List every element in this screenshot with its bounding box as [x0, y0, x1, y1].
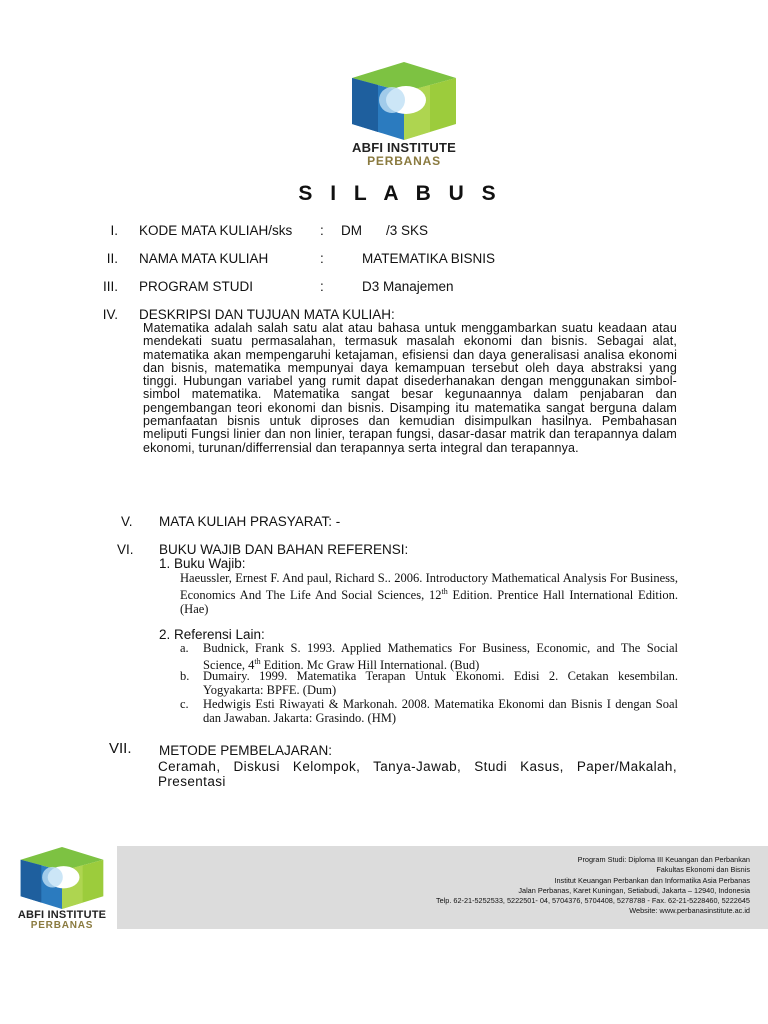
section-4-number: IV. [102, 307, 118, 322]
section-1-value-sks: /3 SKS [386, 223, 429, 238]
footer-line-program: Program Studi: Diploma III Keuangan dan Perbankan [577, 855, 750, 864]
section-3-label: PROGRAM STUDI [139, 279, 254, 294]
reference-a: Budnick, Frank S. 1993. Applied Mathematics For Business, Economic, and The Social Science, 4th Edition. Mc Graw Hill International. (Bud) [203, 641, 678, 673]
section-1-colon: : [320, 223, 324, 238]
logo-subname: PERBANAS [367, 154, 441, 168]
section-4-heading: DESKRIPSI DAN TUJUAN MATA KULIAH: [139, 307, 395, 322]
footer-line-faculty: Fakultas Ekonomi dan Bisnis [656, 865, 750, 875]
reference-c-letter: c. [180, 697, 189, 711]
section-5-heading: MATA KULIAH PRASYARAT: - [159, 514, 341, 529]
footer-logo-name: ABFI INSTITUTE [17, 909, 107, 921]
section-2-value: MATEMATIKA BISNIS [362, 251, 496, 266]
section-6-heading: BUKU WAJIB DAN BAHAN REFERENSI: [159, 542, 409, 557]
footer-logo [16, 847, 108, 931]
section-1-number: I. [110, 223, 118, 238]
footer-line-phone: Telp. 62-21-5252533, 5222501- 04, 5704376, 5704408, 5278788 - Fax. 62-21-5228460, 5222645 [435, 896, 750, 906]
section-2-colon: : [320, 251, 324, 266]
section-5-number: V. [121, 514, 133, 529]
cube-logo-icon [352, 62, 456, 140]
reference-b: Dumairy. 1999. Matematika Terapan Untuk Ekonomi. Edisi 2. Cetakan kesembilan. Yogyakarta: BPFE. (Dum) [203, 669, 678, 697]
reference-b-letter: b. [180, 669, 190, 683]
footer-line-institute: Institut Keuangan Perbankan dan Informatika Asia Perbanas [554, 875, 750, 885]
page-title: S I L A B U S [298, 182, 502, 205]
required-book-entry: Haeussler, Ernest F. And paul, Richard S.. 2006. Introductory Mathematical Analysis For Business, Economics And The Life And Social Sciences, 12th Edition. Prentice Hall International Edition. (Hae) [180, 571, 678, 617]
section-7-heading: METODE PEMBELAJARAN: [159, 743, 333, 758]
footer-cube-logo-icon [20, 847, 104, 909]
section-4-description: Matematika adalah salah satu alat atau bahasa untuk menggambarkan suatu keadaan atau mendekati suatu permasalahan, termasuk masalah ekonomi dan bisnis. Sebagai alat, matematika akan mempengaruhi ketajaman, efisiensi dan daya generalisasi analisa ekonomi dan bisnis, matematika mempunyai daya kemampuan tersebut oleh daya abstraksi yang tinggi. Hubungan variabel yang rumit dapat disederhanakan dengan menggunakan simbol-simbol matematika. Matematika sangat besar kegunaannya dalam penjabaran dan pengembangan teori ekonomi dan bisnis. Disamping itu matematika sangat berguna dalam pemanfaatan bisnis untuk diproses dan kemudian disimpulkan hasilnya. Pembahasan meliputi Fungsi linier dan non linier, terapan fungsi, dasar-dasar matrik dan terapannya dalam ekonomi, turunan/differrensial dan terapannya serta integral dan terapannya. [143, 321, 677, 455]
section-6-number: VI. [117, 542, 134, 557]
section-7-number: VII. [109, 740, 132, 757]
reference-c: Hedwigis Esti Riwayati & Markonah. 2008. Matematika Ekonomi dan Bisnis I dengan Soal dan Jawaban. Jakarta: Grasindo. (HM) [203, 697, 678, 725]
footer-line-address: Jalan Perbanas, Karet Kuningan, Setiabudi, Jakarta – 12940, Indonesia [518, 885, 750, 895]
section-3-colon: : [320, 279, 324, 294]
footer-logo-subname: PERBANAS [30, 920, 94, 931]
reference-a-letter: a. [180, 641, 189, 655]
section-3-value: D3 Manajemen [362, 279, 454, 294]
section-1-label: KODE MATA KULIAH/sks [139, 223, 293, 238]
logo-name: ABFI INSTITUTE [352, 140, 456, 155]
section-7-methods: Ceramah, Diskusi Kelompok, Tanya-Jawab, Studi Kasus, Paper/Makalah, Presentasi [158, 759, 677, 789]
footer-contact [340, 855, 750, 917]
institute-logo [349, 62, 459, 168]
footer-line-website: Website: www.perbanasinstitute.ac.id [629, 906, 750, 916]
required-books-heading: 1. Buku Wajib: [159, 556, 246, 571]
other-references-heading: 2. Referensi Lain: [159, 627, 265, 642]
section-1-value-code: DM [341, 223, 362, 238]
section-2-number: II. [106, 251, 118, 266]
section-2-label: NAMA MATA KULIAH [139, 251, 269, 266]
section-3-number: III. [102, 279, 118, 294]
